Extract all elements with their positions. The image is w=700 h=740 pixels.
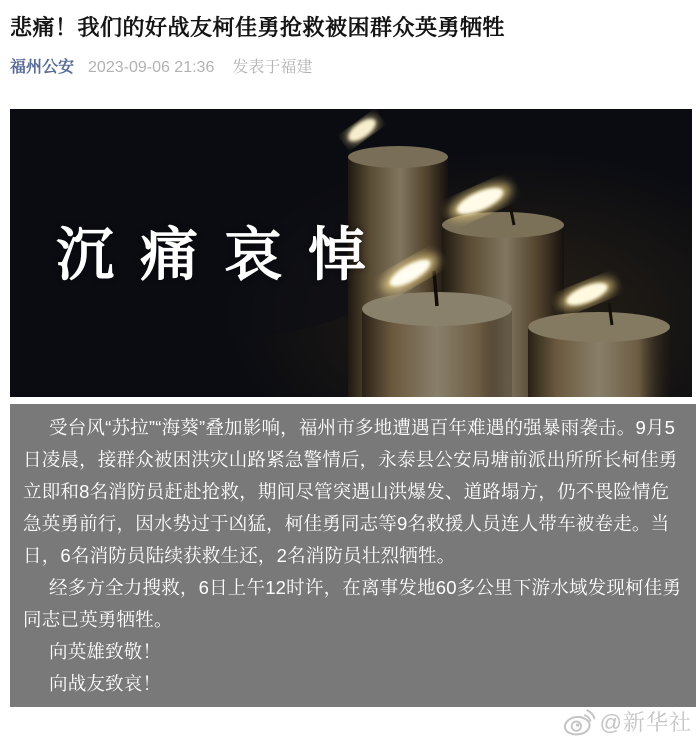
paragraph: 经多方全力搜救，6日上午12时许，在离事发地60多公里下游水域发现柯佳勇同志已英勇牺牲。	[23, 577, 682, 630]
watermark-label: @新华社	[599, 710, 692, 735]
post-meta	[10, 58, 690, 78]
paragraph: 向英雄致敬！	[49, 641, 162, 662]
memorial-candles-image[interactable]	[10, 109, 692, 397]
source-watermark	[0, 708, 692, 738]
paragraph: 受台风“苏拉”“海葵”叠加影响，福州市多地遭遇百年难遇的强暴雨袭击。9月5日凌晨，接群众被困洪灾山路紧急警情后，永泰县公安局塘前派出所所长柯佳勇立即和8名消防员赶赴抢救，期间尽管突遇山洪爆发、道路塌方，仍不畏险情危急英勇前行，因水势过于凶猛，柯佳勇同志等9名救援人员连人带车被卷走。当日，6名消防员陆续获救生还，2名消防员壮烈牺牲。	[23, 417, 678, 566]
post-location: 发表于福建	[232, 59, 313, 76]
weibo-logo-icon	[563, 708, 596, 737]
page-title: 悲痛！我们的好战友柯佳勇抢救被困群众英勇牺牲	[10, 15, 506, 40]
paragraph: 向战友致哀！	[49, 673, 162, 694]
memorial-caption: 沉痛哀悼	[56, 220, 393, 289]
article-body	[10, 404, 696, 707]
post-timestamp: 2023-09-06 21:36	[88, 59, 215, 76]
author-link[interactable]: 福州公安	[10, 59, 75, 76]
